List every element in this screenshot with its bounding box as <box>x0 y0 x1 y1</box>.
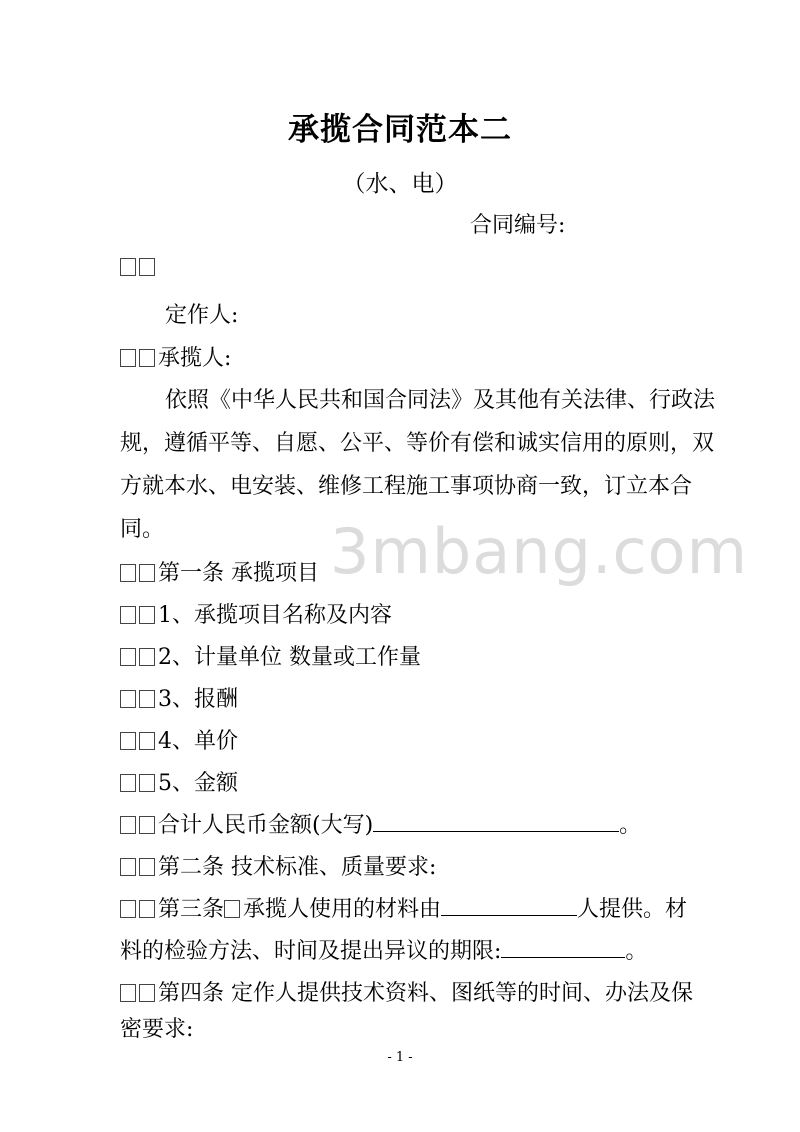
article-4-heading: 第四条 定作人提供技术资料、图纸等的时间、办法及保 <box>158 981 693 1006</box>
missing-glyph-box <box>120 690 136 708</box>
missing-glyph-box <box>139 774 155 792</box>
item-2-text: 2、计量单位 数量或工作量 <box>158 645 421 670</box>
article-1-line <box>120 556 319 587</box>
total-amount-line <box>120 808 641 839</box>
missing-glyph-box <box>139 349 155 367</box>
item-5-text: 5、金额 <box>158 771 238 796</box>
missing-glyph-box <box>120 564 136 582</box>
missing-glyph-box <box>224 900 240 918</box>
article-2-line <box>120 850 436 881</box>
item-5-line <box>120 766 238 797</box>
intro-line-4: 同。 <box>120 517 165 542</box>
article-3-line-2-end: 。 <box>625 939 648 964</box>
missing-glyph-box <box>120 258 136 276</box>
missing-glyph-box <box>120 984 136 1002</box>
article-3-heading: 第三条 <box>158 897 225 922</box>
article-4-line <box>120 976 693 1007</box>
item-4-line <box>120 724 238 755</box>
item-2-line <box>120 640 421 671</box>
article-1-heading: 第一条 承揽项目 <box>158 561 319 586</box>
article-3-line-2 <box>120 934 647 965</box>
missing-glyph-box <box>120 732 136 750</box>
intro-line-1: 依照《中华人民共和国合同法》及其他有关法律、行政法 <box>165 388 716 413</box>
item-3-text: 3、报酬 <box>158 687 238 712</box>
missing-glyph-box <box>120 648 136 666</box>
article-3-end: 人提供。材 <box>577 897 688 922</box>
missing-glyph-box <box>139 984 155 1002</box>
missing-glyph-box <box>120 349 136 367</box>
item-4-text: 4、单价 <box>158 729 238 754</box>
placeholder-boxes <box>120 255 158 280</box>
material-provider-blank[interactable] <box>441 893 577 916</box>
missing-glyph-box <box>139 564 155 582</box>
missing-glyph-box <box>139 900 155 918</box>
article-2-heading: 第二条 技术标准、质量要求: <box>158 855 437 880</box>
contract-number-label: 合同编号: <box>470 213 566 238</box>
party-a-label: 定作人: <box>165 303 239 328</box>
article-3-line <box>120 892 687 923</box>
article-3-text: 承揽人使用的材料由 <box>243 897 442 922</box>
article-4-line-2: 密要求: <box>120 1017 194 1042</box>
intro-line-2: 规，遵循平等、自愿、公平、等价有偿和诚实信用的原则，双 <box>120 431 715 456</box>
party-b-line <box>120 341 231 372</box>
missing-glyph-box <box>120 900 136 918</box>
party-b-label: 承揽人: <box>158 346 232 371</box>
missing-glyph-box <box>139 690 155 708</box>
document-title: 承揽合同范本二 <box>288 112 512 148</box>
article-3-line-2-text: 料的检验方法、时间及提出异议的期限: <box>120 939 502 964</box>
missing-glyph-box <box>139 606 155 624</box>
item-1-text: 1、承揽项目名称及内容 <box>158 603 392 628</box>
total-amount-label: 合计人民币金额(大写) <box>158 813 374 838</box>
total-amount-blank[interactable] <box>373 809 619 832</box>
page-number: - 1 - <box>387 1050 413 1065</box>
total-amount-end: 。 <box>619 813 642 838</box>
missing-glyph-box <box>120 774 136 792</box>
missing-glyph-box <box>139 648 155 666</box>
item-3-line <box>120 682 238 713</box>
intro-line-3: 方就本水、电安装、维修工程施工事项协商一致，订立本合 <box>120 474 693 499</box>
missing-glyph-box <box>120 816 136 834</box>
missing-glyph-box <box>120 858 136 876</box>
document-subtitle: （水、电） <box>342 171 458 197</box>
inspection-period-blank[interactable] <box>501 935 625 958</box>
missing-glyph-box <box>139 816 155 834</box>
watermark: 3mbang.com <box>330 515 748 588</box>
item-1-line <box>120 598 392 629</box>
missing-glyph-box <box>139 258 155 276</box>
missing-glyph-box <box>139 732 155 750</box>
missing-glyph-box <box>120 606 136 624</box>
missing-glyph-box <box>139 858 155 876</box>
